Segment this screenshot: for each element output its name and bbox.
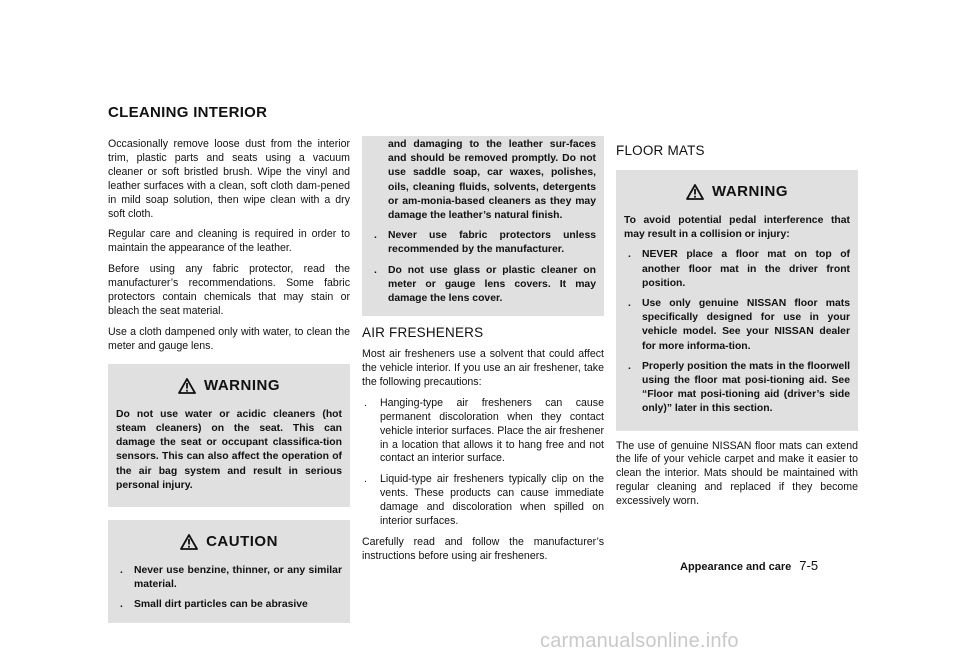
footer-label: Appearance and care [680,561,792,573]
bullet-marker: . [628,249,631,261]
caution-box-continued [362,136,604,316]
caution-bullet-text: Never use benzine, thinner, or any similar material. [134,564,342,591]
bullet-marker: . [120,599,123,611]
warning-heading [624,184,850,200]
page-footer [680,558,818,573]
watermark: carmanualsonline.info [540,630,739,652]
paragraph: Carefully read and follow the manufacturer’s instructions before using air fresheners. [362,536,604,562]
list-item [362,397,604,467]
paragraph: Occasionally remove loose dust from the interior trim, plastic parts and seats using a vacuum cleaner or soft bristled brush. Wipe the vinyl and leather surfaces with a clean, soft cloth dam-pened in mild soap solution, then wipe clean with a dry soft cloth. [108,138,350,220]
bullet-marker: . [374,264,377,276]
caution-bullet [116,598,342,612]
bullet-marker: . [628,360,631,372]
air-fresheners-heading: AIR FRESHENERS [362,325,484,341]
warning-heading [116,378,342,394]
paragraph: Regular care and cleaning is required in order to maintain the appearance of the leather. [108,228,350,255]
paragraph: The use of genuine NISSAN floor mats can extend the life of your vehicle carpet and make it easier to clean the interior. Mats should be maintained with regular cleaning and replaced if they become excessively worn. [616,439,858,508]
caution-bullet [116,564,342,592]
list-item-text: Liquid-type air fresheners typically clip on the vents. These products can cause immediate damage and discoloration when spilled on interior surfaces. [380,473,604,528]
warning-bullet [624,360,850,417]
caution-bullet [370,264,596,307]
warning-text: Do not use water or acidic cleaners (hot steam cleaners) on the seat. This can damage the seat or occupant classifica-tion sensors. This can also affect the operation of the air bag system and result in serious personal injury. [116,408,342,491]
warning-bullet-text: Properly position the mats in the floorwell using the floor mat posi-tioning aid. See “Floor mat posi-tioning aid (driver’s side only)” later in this section. [642,360,850,415]
warning-heading-text: WARNING [204,376,280,394]
warning-bullet-text: Use only genuine NISSAN floor mats specifically designed for use in your vehicle model. See your NISSAN dealer for more informa-tion. [642,297,850,352]
caution-heading-text: CAUTION [206,532,278,550]
warning-intro: To avoid potential pedal interference that may result in a collision or injury: [624,214,850,241]
caution-bullet-text: Do not use glass or plastic cleaner on meter or gauge lens covers. It may damage the lens cover. [388,264,596,305]
bullet-marker: . [364,473,367,486]
caution-icon [180,534,198,550]
paragraph: Most air fresheners use a solvent that could affect the vehicle interior. If you use an air freshener, take the following precautions: [362,348,604,388]
column-3 [616,138,858,516]
warning-box [616,170,858,431]
warning-bullet [624,248,850,291]
bullet-marker: . [364,396,367,409]
caution-bullet-text: Never use fabric protectors unless recommended by the manufacturer. [388,230,596,256]
column-1 [108,138,350,623]
warning-bullet-text: NEVER place a floor mat on top of another floor mat in the driver front position. [642,249,850,289]
floor-mats-heading: FLOOR MATS [616,143,705,158]
page-number: 7-5 [799,558,819,573]
warning-icon [686,184,704,200]
bullet-marker: . [374,230,377,242]
bullet-marker: . [628,297,631,309]
warning-bullet [624,297,850,354]
warning-icon [178,378,196,394]
bullet-marker: . [120,564,123,576]
caution-bullet-text: Small dirt particles can be abrasive [134,599,308,611]
caution-heading [116,534,342,550]
warning-heading-text: WARNING [712,182,788,200]
paragraph: Use a cloth dampened only with water, to clean the meter and gauge lens. [108,325,350,352]
section-title: CLEANING INTERIOR [108,104,268,121]
caution-continued-text: and damaging to the leather sur-faces and should be removed promptly. Do not use saddle soap, car waxes, polishes, oils, cleaning fluids, solvents, detergents or am-monia-based cleaners as they may damage the leather’s natural finish. [388,139,596,222]
column-2 [362,138,604,571]
caution-bullet [370,229,596,257]
list-item [362,473,604,529]
caution-box [108,520,350,623]
warning-box [108,364,350,507]
list-item-text: Hanging-type air fresheners can cause permanent discoloration when they contact vehicle interior surfaces. Place the air freshener in a location that allows it to hang free and not contact an interior surface. [380,396,604,465]
paragraph: Before using any fabric protector, read the manufacturer’s recommendations. Some fabric protectors contain chemicals that may stain or bleach the seat material. [108,263,350,317]
